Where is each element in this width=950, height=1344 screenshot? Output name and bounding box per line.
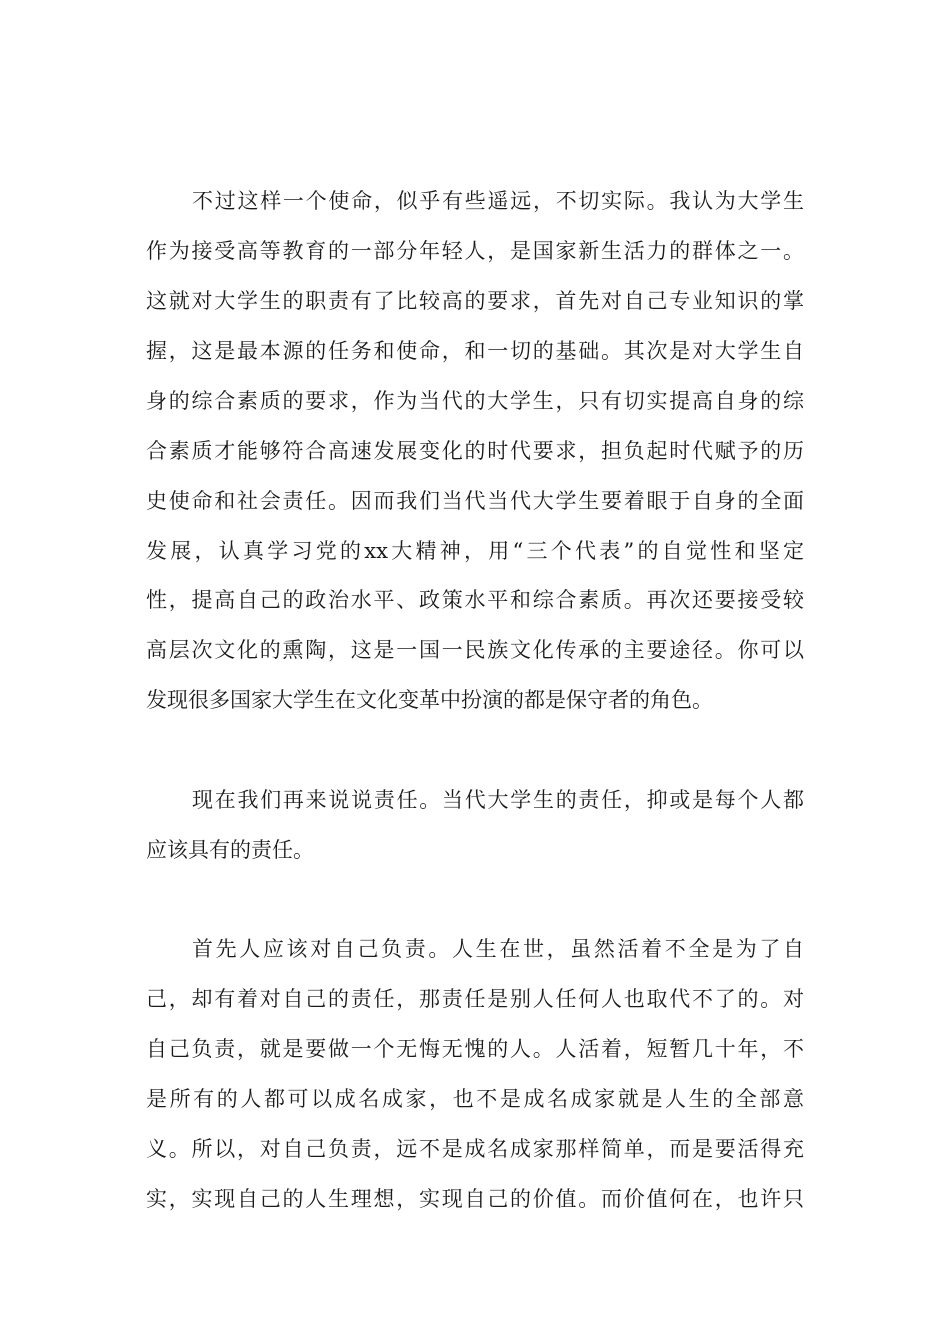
paragraph-3-line-6: 实，实现自己的人生理想，实现自己的价值。而价值何在，也许只 bbox=[146, 1187, 804, 1211]
paragraph-1-line-3: 这就对大学生的职责有了比较高的要求，首先对自己专业知识的掌 bbox=[146, 289, 804, 313]
paragraph-1-line-6: 合素质才能够符合高速发展变化的时代要求，担负起时代赋予的历 bbox=[146, 439, 804, 463]
paragraph-1-line-2: 作为接受高等教育的一部分年轻人，是国家新生活力的群体之一。 bbox=[146, 239, 804, 263]
paragraph-1-line-5: 身的综合素质的要求，作为当代的大学生，只有切实提高自身的综 bbox=[146, 389, 804, 413]
paragraph-1-line-4: 握，这是最本源的任务和使命，和一切的基础。其次是对大学生自 bbox=[146, 339, 804, 363]
paragraph-1-line-7: 史使命和社会责任。因而我们当代当代大学生要着眼于自身的全面 bbox=[146, 489, 804, 513]
paragraph-1-line-10: 高层次文化的熏陶，这是一国一民族文化传承的主要途径。你可以 bbox=[146, 638, 804, 662]
paragraph-2-line-1: 现在我们再来说说责任。当代大学生的责任，抑或是每个人都 bbox=[192, 788, 804, 812]
paragraph-1-line-8: 发展，认真学习党的xx大精神，用“三个代表”的自觉性和坚定 bbox=[146, 539, 804, 563]
paragraph-2-line-2: 应该具有的责任。 bbox=[146, 838, 314, 862]
paragraph-1-line-9: 性，提高自己的政治水平、政策水平和综合素质。再次还要接受较 bbox=[146, 588, 804, 612]
paragraph-3-line-1: 首先人应该对自己负责。人生在世，虽然活着不全是为了自 bbox=[192, 937, 804, 961]
paragraph-1-line-11: 发现很多国家大学生在文化变革中扮演的都是保守者的角色。 bbox=[146, 688, 713, 712]
paragraph-3-line-4: 是所有的人都可以成名成家，也不是成名成家就是人生的全部意 bbox=[146, 1087, 804, 1111]
paragraph-3-line-2: 己，却有着对自己的责任，那责任是别人任何人也取代不了的。对 bbox=[146, 987, 804, 1011]
paragraph-1-line-1: 不过这样一个使命，似乎有些遥远，不切实际。我认为大学生 bbox=[192, 189, 804, 213]
paragraph-3-line-3: 自己负责，就是要做一个无悔无愧的人。人活着，短暂几十年，不 bbox=[146, 1037, 804, 1061]
paragraph-3-line-5: 义。所以，对自己负责，远不是成名成家那样简单，而是要活得充 bbox=[146, 1137, 804, 1161]
